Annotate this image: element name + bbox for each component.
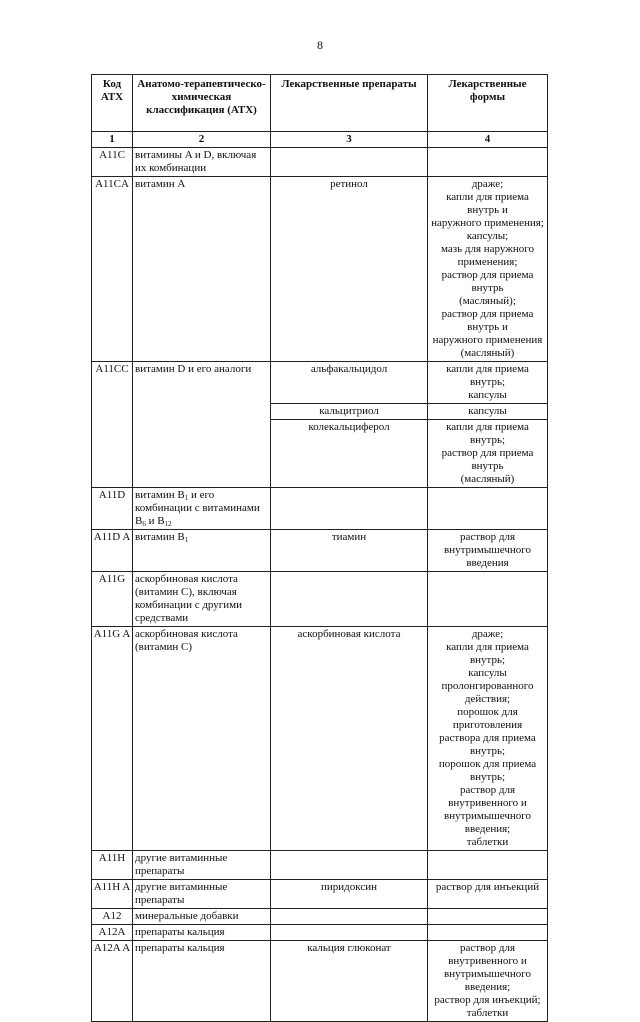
atc-code: A11D <box>92 488 133 530</box>
table-row <box>92 627 548 851</box>
dosage-form-line: таблетки <box>466 1007 509 1019</box>
dosage-form-line: капсулы; <box>466 230 509 242</box>
dosage-form-line: раствор для инъекций <box>435 881 540 893</box>
drug-name <box>271 909 428 925</box>
dosage-form-line: раствор для внутривенного и <box>448 942 527 967</box>
drug-name: колекальциферол <box>271 420 428 488</box>
dosage-form-line: драже; <box>471 628 504 640</box>
table-row <box>92 488 548 530</box>
atc-name: другие витаминные препараты <box>133 851 271 880</box>
dosage-form-line: капли для приема внутрь; <box>446 363 529 388</box>
atc-code: A12 <box>92 909 133 925</box>
dosage-forms <box>428 404 548 420</box>
dosage-forms <box>428 941 548 1022</box>
atc-name-text: витамин B <box>135 489 185 501</box>
atc-code: A11H <box>92 851 133 880</box>
table-row <box>92 925 548 941</box>
dosage-form-line: раствор для приема внутрь <box>441 269 534 294</box>
header-atc-code: Код АТХ <box>92 75 133 132</box>
atc-name: аскорбиновая кислота (витамин C) <box>133 627 271 851</box>
dosage-form-line: таблетки <box>466 836 509 848</box>
drug-name: кальция глюконат <box>271 941 428 1022</box>
dosage-form-line: капли для приема внутрь; <box>446 421 529 446</box>
dosage-form-line: капсулы пролонгированного <box>441 667 534 692</box>
column-number: 4 <box>428 132 548 148</box>
table-row <box>92 177 548 362</box>
dosage-form-line: (масляный) <box>460 473 515 485</box>
dosage-forms <box>428 851 548 880</box>
table-header-row <box>92 75 548 132</box>
dosage-form-line: мазь для наружного <box>441 243 534 255</box>
dosage-forms <box>428 880 548 909</box>
dosage-forms <box>428 148 548 177</box>
dosage-form-line: действия; <box>464 693 511 705</box>
atc-name-text: и B <box>145 515 165 527</box>
table-row <box>92 909 548 925</box>
atc-name: препараты кальция <box>133 925 271 941</box>
dosage-form-line: внутримышечного введения; <box>444 968 531 993</box>
dosage-form-line: (масляный) <box>460 347 515 359</box>
table-row <box>92 572 548 627</box>
dosage-form-line: капсулы <box>468 389 507 401</box>
dosage-form-line: капли для приема внутрь и <box>446 191 529 216</box>
dosage-forms <box>428 925 548 941</box>
dosage-forms <box>428 177 548 362</box>
dosage-form-line: раствор для приема внутрь и <box>441 308 534 333</box>
drug-name: кальцитриол <box>271 404 428 420</box>
atc-table <box>91 74 548 1022</box>
atc-name: витамин D и его аналоги <box>133 362 271 488</box>
dosage-form-line: раствора для приема внутрь; <box>439 732 536 757</box>
table-row <box>92 362 548 404</box>
column-number-row <box>92 132 548 148</box>
table-row <box>92 530 548 572</box>
drug-name: аскорбиновая кислота <box>271 627 428 851</box>
drug-name: альфакальцидол <box>271 362 428 404</box>
drug-name <box>271 925 428 941</box>
table-row <box>92 880 548 909</box>
atc-name: препараты кальция <box>133 941 271 1022</box>
dosage-form-line: драже; <box>471 178 504 190</box>
subscript: 1 <box>184 536 189 544</box>
table-row <box>92 148 548 177</box>
drug-name <box>271 851 428 880</box>
dosage-form-line: раствор для инъекций; <box>434 994 541 1006</box>
dosage-forms <box>428 362 548 404</box>
atc-code: A11C <box>92 148 133 177</box>
column-number: 2 <box>133 132 271 148</box>
atc-code: A11CA <box>92 177 133 362</box>
atc-name: аскорбиновая кислота (витамин C), включая комбинации с другими средствами <box>133 572 271 627</box>
dosage-form-line: раствор для внутримышечного <box>444 531 531 556</box>
atc-name <box>133 488 271 530</box>
atc-code: A11CC <box>92 362 133 488</box>
dosage-form-line: порошок для приема внутрь; <box>438 758 537 783</box>
column-number: 1 <box>92 132 133 148</box>
drug-name: пиридоксин <box>271 880 428 909</box>
dosage-forms <box>428 909 548 925</box>
atc-name <box>133 530 271 572</box>
dosage-form-line: порошок для приготовления <box>452 706 523 731</box>
subscript: 1 <box>184 494 189 502</box>
atc-code: A12A A <box>92 941 133 1022</box>
dosage-form-line: наружного применения; <box>431 217 544 229</box>
atc-name: минеральные добавки <box>133 909 271 925</box>
dosage-forms <box>428 488 548 530</box>
table-row <box>92 851 548 880</box>
atc-code: A11H A <box>92 880 133 909</box>
drug-name <box>271 572 428 627</box>
subscript: 12 <box>164 520 172 528</box>
dosage-forms <box>428 627 548 851</box>
atc-code: A11G A <box>92 627 133 851</box>
atc-name-text: и его комбинации с витаминами B <box>135 489 260 527</box>
atc-name: витамин A <box>133 177 271 362</box>
header-dosage-forms: Лекарственные формы <box>428 75 548 132</box>
dosage-form-line: капли для приема внутрь; <box>446 641 529 666</box>
dosage-forms <box>428 530 548 572</box>
subscript: 6 <box>142 520 146 528</box>
atc-code: A12A <box>92 925 133 941</box>
dosage-form-line: капсулы <box>468 405 507 417</box>
atc-code: A11D A <box>92 530 133 572</box>
atc-name: другие витаминные препараты <box>133 880 271 909</box>
dosage-form-line: раствор для приема внутрь <box>441 447 534 472</box>
dosage-form-line: введения <box>466 557 509 569</box>
page-number: 8 <box>317 38 323 52</box>
dosage-form-line: (масляный); <box>459 295 516 307</box>
atc-name: витамины A и D, включая их комбинации <box>133 148 271 177</box>
atc-name-text: витамин B <box>135 531 185 543</box>
dosage-form-line: применения; <box>457 256 518 268</box>
dosage-form-line: раствор для внутривенного и <box>448 784 527 809</box>
drug-name <box>271 488 428 530</box>
header-atc-classification: Анатомо-терапевтическо-химическая классификация (АТХ) <box>133 75 271 132</box>
column-number: 3 <box>271 132 428 148</box>
dosage-form-line: наружного применения <box>432 334 543 346</box>
header-drugs: Лекарственные препараты <box>271 75 428 132</box>
dosage-forms <box>428 572 548 627</box>
drug-name: ретинол <box>271 177 428 362</box>
dosage-forms <box>428 420 548 488</box>
dosage-form-line: внутримышечного введения; <box>444 810 531 835</box>
atc-code: A11G <box>92 572 133 627</box>
drug-name: тиамин <box>271 530 428 572</box>
drug-name <box>271 148 428 177</box>
table-row <box>92 941 548 1022</box>
